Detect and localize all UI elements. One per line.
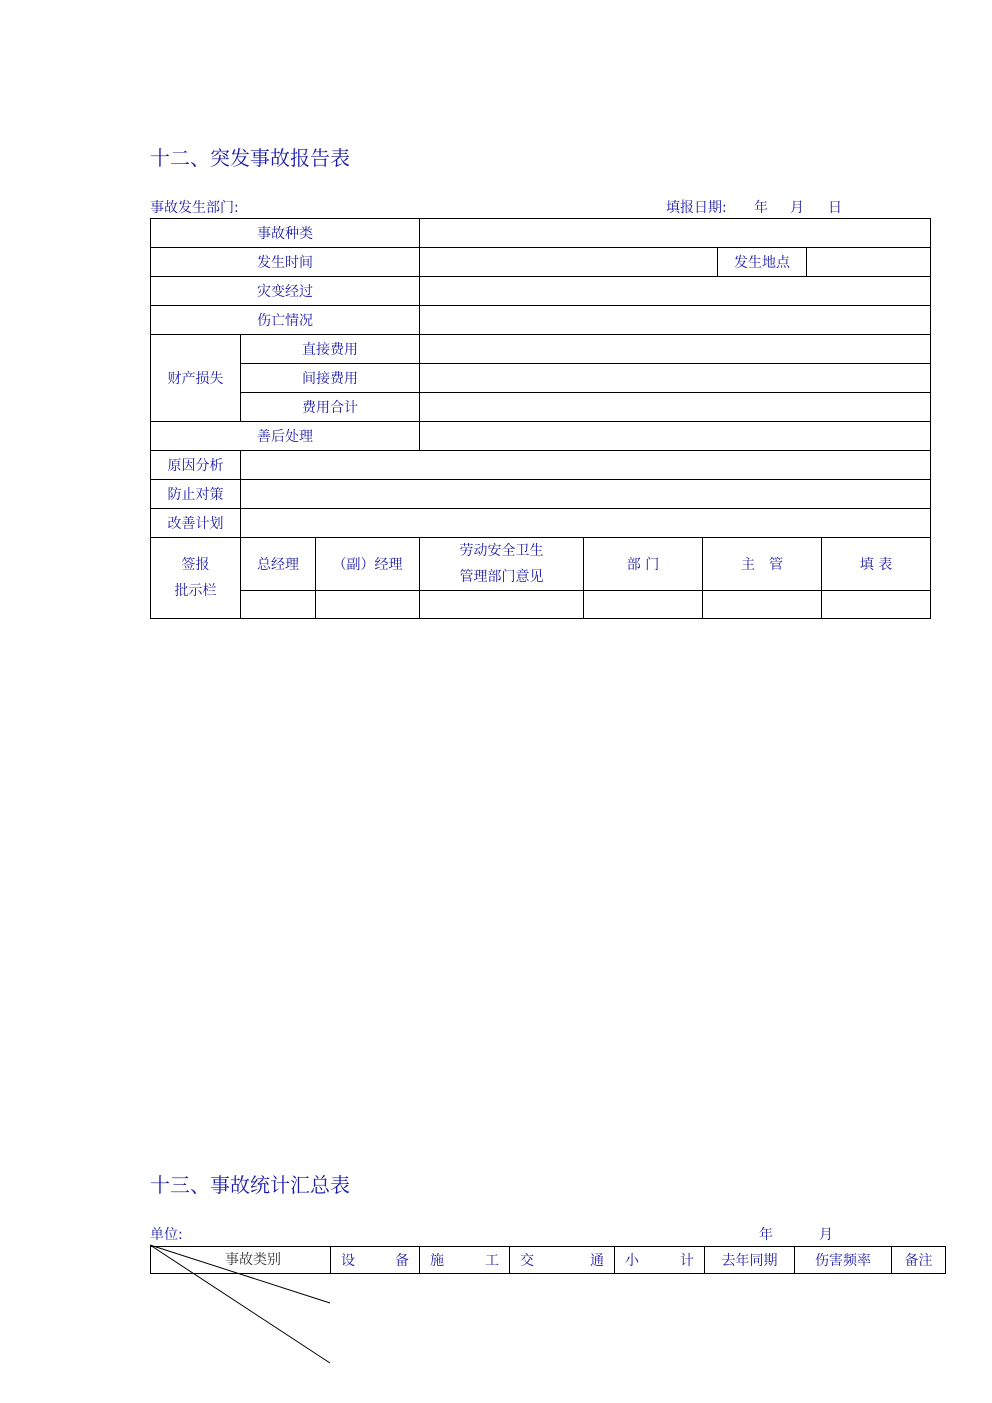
section12-title: 十二、突发事故报告表 <box>150 146 350 170</box>
sign-supervisor-field[interactable] <box>703 591 822 619</box>
sign-label <box>151 538 241 619</box>
date-label: 填报日期: <box>666 200 727 216</box>
date-month-label: 月 <box>790 200 804 216</box>
date-day-label: 日 <box>828 200 842 216</box>
header-construction: 施 工 <box>420 1247 510 1274</box>
sign-label-line2: 批示栏 <box>174 583 217 599</box>
row-label-direct: 直接费用 <box>241 335 420 364</box>
sign-labor-field[interactable] <box>420 591 584 619</box>
field-time[interactable] <box>420 248 718 277</box>
field-prevent[interactable] <box>241 480 931 509</box>
dept-label: 事故发生部门: <box>150 200 239 216</box>
header-subtotal: 小 计 <box>615 1247 705 1274</box>
diagonal-line-upper <box>150 1245 330 1303</box>
row-label-indirect: 间接费用 <box>241 364 420 393</box>
incident-report-table <box>150 218 931 619</box>
date-year-label: 年 <box>754 200 768 216</box>
row-label-cause: 原因分析 <box>151 451 241 480</box>
unit-label: 单位: <box>150 1227 183 1243</box>
row-label-total: 费用合计 <box>241 393 420 422</box>
stat-year-label: 年 <box>759 1227 773 1243</box>
diagonal-line-lower <box>150 1245 330 1363</box>
row-label-place: 发生地点 <box>718 248 807 277</box>
field-process[interactable] <box>420 277 931 306</box>
field-total[interactable] <box>420 393 931 422</box>
corner-diagonal-lines <box>148 1243 332 1367</box>
sign-labor-line2: 管理部门意见 <box>459 569 544 585</box>
row-label-time: 发生时间 <box>151 248 420 277</box>
stat-month-label: 月 <box>819 1227 833 1243</box>
field-improve[interactable] <box>241 509 931 538</box>
sign-labor-line1: 劳动安全卫生 <box>459 543 544 559</box>
sign-dept-field[interactable] <box>584 591 703 619</box>
header-injury-rate: 伤害频率 <box>795 1247 892 1274</box>
field-indirect[interactable] <box>420 364 931 393</box>
field-place[interactable] <box>807 248 931 277</box>
field-aftermath[interactable] <box>420 422 931 451</box>
sign-vgm-field[interactable] <box>316 591 420 619</box>
header-traffic: 交 通 <box>510 1247 615 1274</box>
row-label-aftermath: 善后处理 <box>151 422 420 451</box>
corner-header-label: 事故类别 <box>225 1252 281 1268</box>
row-label-casualty: 伤亡情况 <box>151 306 420 335</box>
sign-vgm-header: （副）经理 <box>316 538 420 591</box>
row-label-type: 事故种类 <box>151 219 420 248</box>
sign-dept-header: 部 门 <box>584 538 703 591</box>
sign-label-line1: 签报 <box>181 557 210 573</box>
field-type[interactable] <box>420 219 931 248</box>
sign-labor-header <box>420 538 584 591</box>
sign-filler-header: 填 表 <box>822 538 931 591</box>
field-cause[interactable] <box>241 451 931 480</box>
sign-supervisor-header: 主 管 <box>703 538 822 591</box>
row-label-loss: 财产损失 <box>151 335 241 422</box>
header-last-year: 去年同期 <box>705 1247 795 1274</box>
row-label-prevent: 防止对策 <box>151 480 241 509</box>
row-label-process: 灾变经过 <box>151 277 420 306</box>
field-direct[interactable] <box>420 335 931 364</box>
sign-gm-header: 总经理 <box>241 538 316 591</box>
header-remarks: 备注 <box>892 1247 946 1274</box>
sign-filler-field[interactable] <box>822 591 931 619</box>
row-label-improve: 改善计划 <box>151 509 241 538</box>
header-equipment: 设 备 <box>331 1247 420 1274</box>
field-casualty[interactable] <box>420 306 931 335</box>
section13-title: 十三、事故统计汇总表 <box>150 1173 350 1197</box>
sign-gm-field[interactable] <box>241 591 316 619</box>
